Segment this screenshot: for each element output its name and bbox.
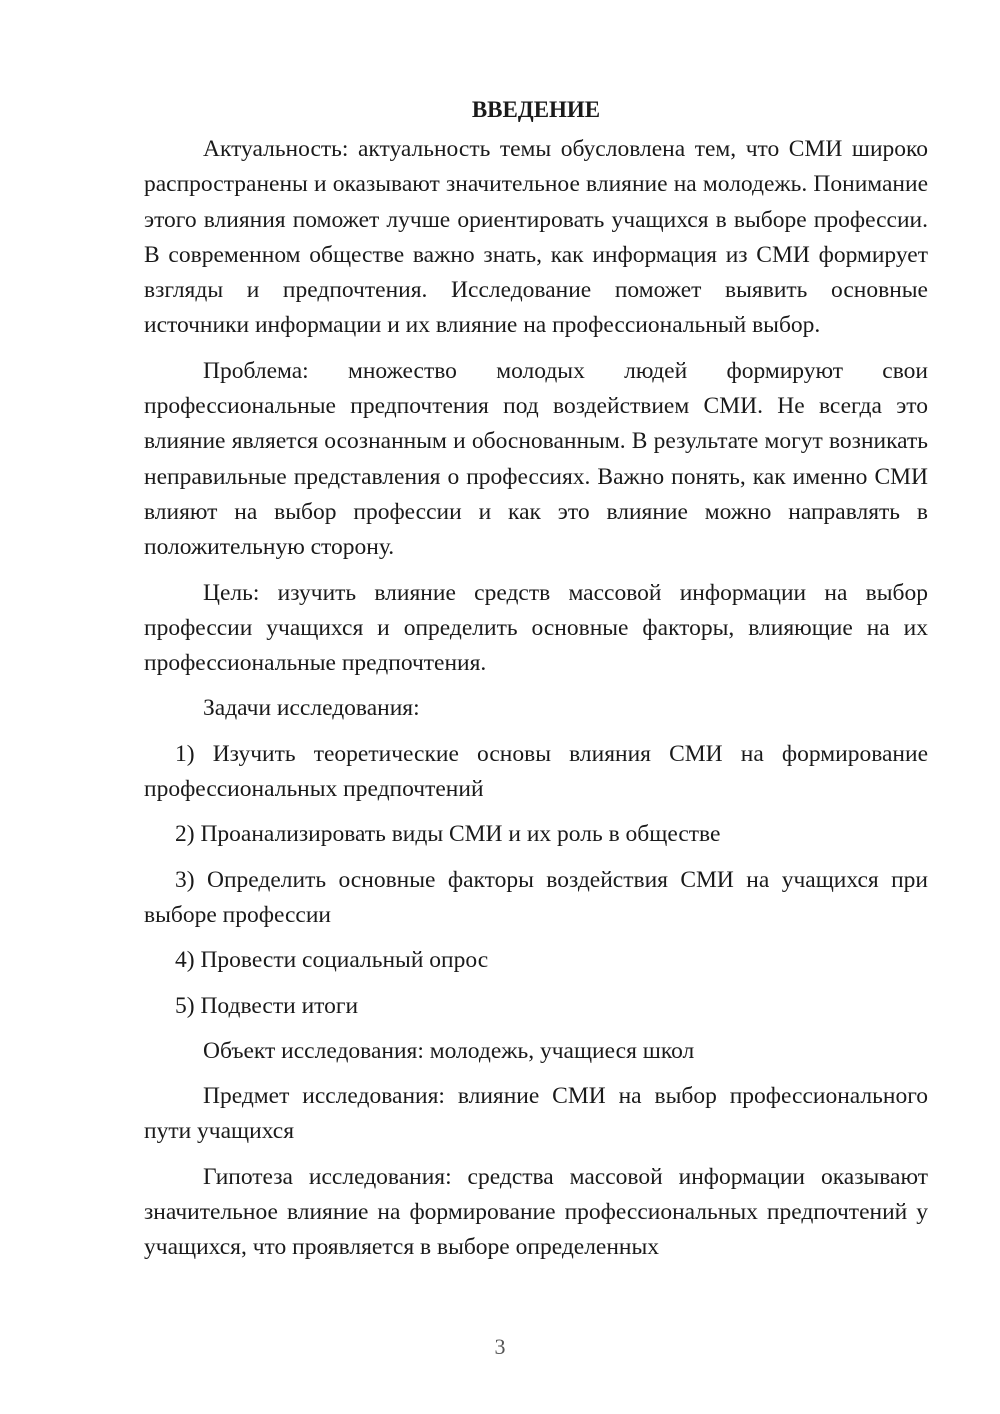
- page-number: 3: [494, 1334, 506, 1359]
- page-title: ВВЕДЕНИЕ: [471, 97, 601, 122]
- task-item-5: 5) Подвести итоги: [175, 992, 359, 1019]
- task-item-3: 3) Определить основные факторы воздействия СМИ на учащихся при выборе профессии: [144, 866, 928, 928]
- tasks-heading: Задачи исследования:: [203, 695, 420, 722]
- task-item-1: 1) Изучить теоретические основы влияния СМИ на формирование профессиональных предпочтений: [144, 740, 928, 803]
- paragraph-relevance: Актуальность: актуальность темы обусловлена тем, что СМИ широко распространены и оказывают значительное влияние на молодежь. Понимание этого влияния поможет лучше ориентировать учащихся в выборе профессии. В современном обществе важно знать, как информация из СМИ формирует взгляды и предпочтения. Исследование поможет выявить основные источники информации и их влияние на профессиональный выбор.: [144, 136, 928, 339]
- paragraph-problem: Проблема: множество молодых людей формируют свои профессиональные предпочтения под воздействием СМИ. Не всегда это влияние является осознанным и обоснованным. В результате могут возникать неправильные представления о профессиях. Важно понять, как именно СМИ влияют на выбор профессии и как это влияние можно направлять в положительную сторону.: [144, 357, 928, 561]
- paragraph-subject: Предмет исследования: влияние СМИ на выбор профессионального пути учащихся: [144, 1083, 928, 1145]
- task-item-2: 2) Проанализировать виды СМИ и их роль в обществе: [175, 821, 721, 848]
- task-item-4: 4) Провести социальный опрос: [175, 947, 489, 974]
- page-content: [144, 92, 928, 1276]
- paragraph-goal: Цель: изучить влияние средств массовой информации на выбор профессии учащихся и определить основные факторы, влияющие на их профессиональные предпочтения.: [144, 579, 928, 677]
- paragraph-hypothesis: Гипотеза исследования: средства массовой информации оказывают значительное влияние на формирование профессиональных предпочтений у учащихся, что проявляется в выборе определенных: [144, 1163, 928, 1261]
- paragraph-object: Объект исследования: молодежь, учащиеся школ: [203, 1037, 695, 1064]
